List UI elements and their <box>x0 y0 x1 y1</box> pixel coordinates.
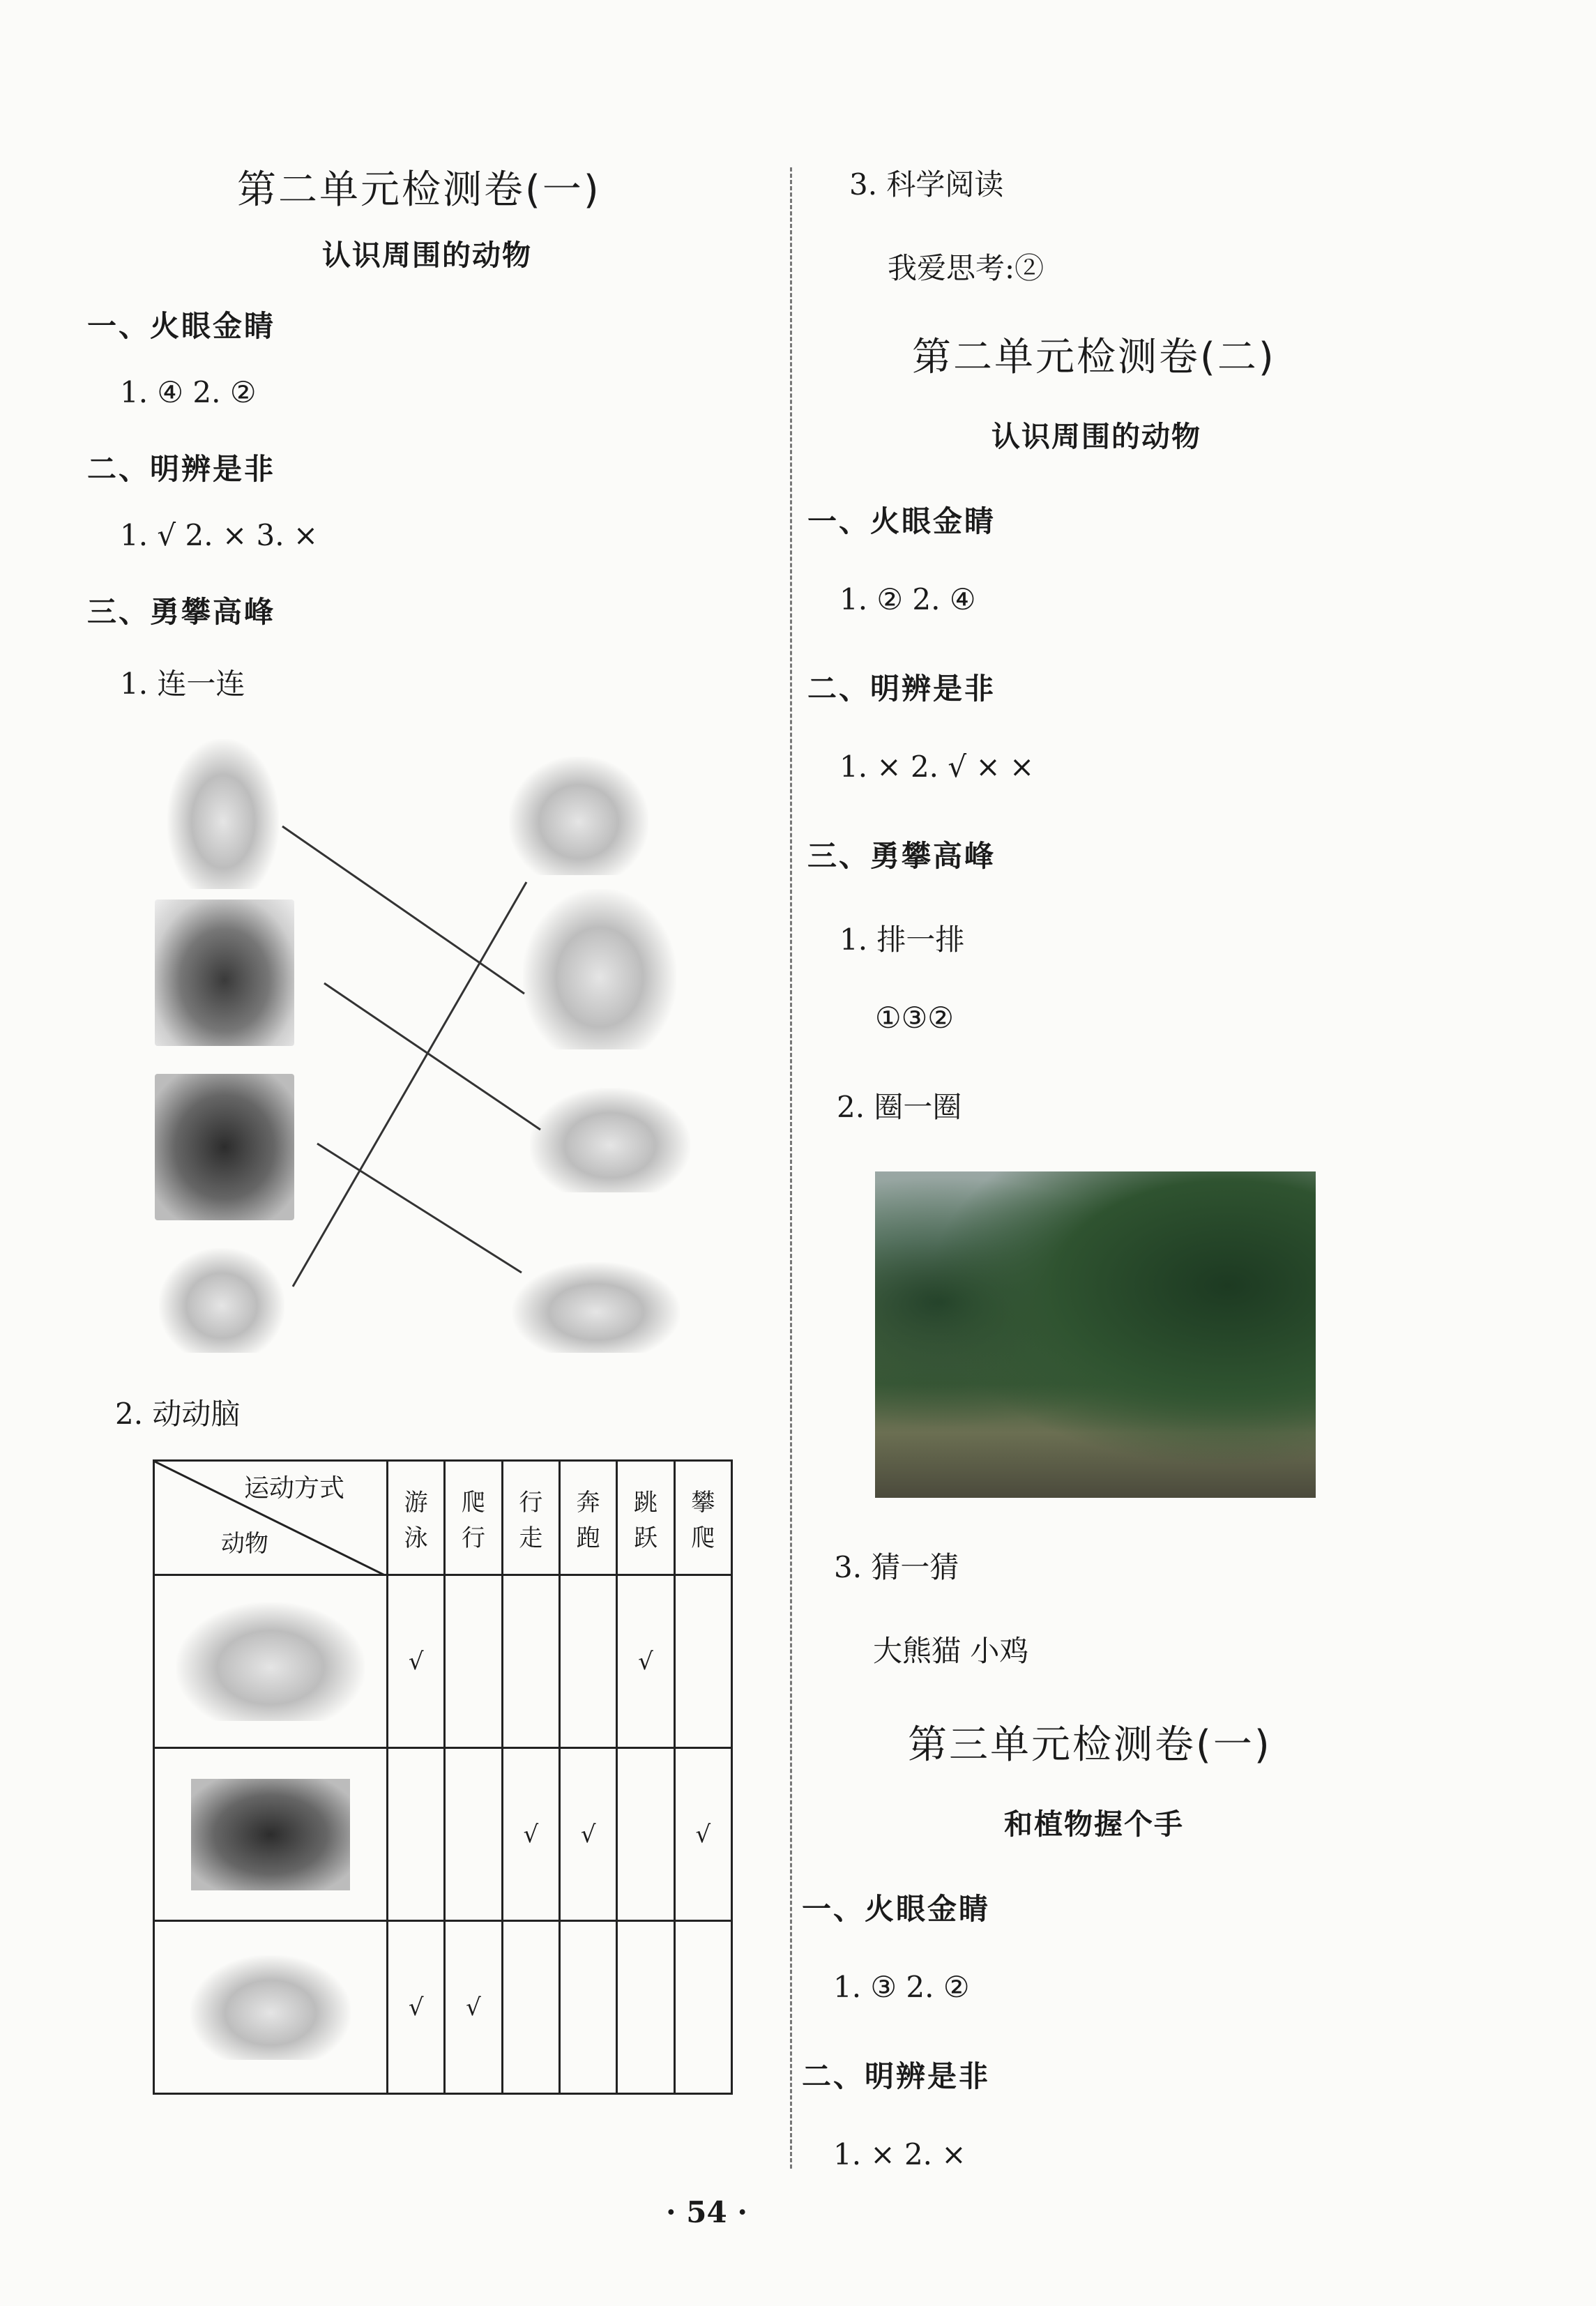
header-jump: 跳 跃 <box>617 1461 674 1575</box>
unit2a-s3-q2: 2. 动动脑 <box>115 1397 241 1431</box>
table-corner-cell <box>154 1461 388 1575</box>
unit2a-s2-answers: 1. √ 2. × 3. × <box>120 518 319 552</box>
tick-cell <box>445 1575 502 1748</box>
table-row <box>154 1575 732 1748</box>
unit2b-s1-heading: 一、火眼金睛 <box>807 504 996 538</box>
unit3a-s2-heading: 二、明辨是非 <box>802 2059 991 2093</box>
monkey-cell <box>154 1748 388 1921</box>
match-line-cat-fish <box>317 1144 522 1273</box>
tick-cell <box>674 1575 731 1748</box>
match-line-mantis-cricket <box>293 882 526 1287</box>
page-number: · 54 · <box>666 2195 747 2229</box>
tick-cell: √ <box>445 1921 502 2094</box>
unit2b-s2-answers: 1. × 2. √ × × <box>839 750 1035 784</box>
science-reading-label: 3. 科学阅读 <box>849 167 1004 202</box>
unit2a-s1-heading: 一、火眼金睛 <box>87 309 276 343</box>
tick-cell <box>559 1921 616 2094</box>
turtle-cell <box>154 1921 388 2094</box>
unit2a-s3-heading: 三、勇攀高峰 <box>87 595 276 629</box>
header-swim: 游 泳 <box>388 1461 445 1575</box>
unit3a-subtitle: 和植物握个手 <box>1004 1807 1184 1841</box>
unit3a-title: 第三单元检测卷(一) <box>908 1722 1272 1768</box>
unit3a-s1-answers: 1. ③ 2. ② <box>833 1970 970 2004</box>
unit2a-title: 第二单元检测卷(一) <box>237 167 601 213</box>
tick-cell <box>502 1575 559 1748</box>
unit2b-s3-q3: 3. 猜一猜 <box>834 1550 959 1584</box>
column-divider <box>790 167 792 2169</box>
turtle-image <box>190 1955 351 2060</box>
forest-scene-image <box>875 1171 1316 1498</box>
header-climb: 攀 爬 <box>674 1461 731 1575</box>
match-line-rabbit-carrot <box>282 826 524 994</box>
unit2b-s3-q1: 1. 排一排 <box>839 923 965 957</box>
unit2b-s1-answers: 1. ② 2. ④ <box>839 582 976 616</box>
unit2b-s3-q2: 2. 圈一圈 <box>837 1090 962 1124</box>
unit2b-title: 第二单元检测卷(二) <box>912 335 1276 380</box>
tick-cell <box>502 1921 559 2094</box>
header-run: 奔 跑 <box>559 1461 616 1575</box>
match-line-dog-bone <box>324 983 540 1130</box>
unit2b-s3-q3-answer: 大熊猫 小鸡 <box>873 1634 1029 1668</box>
unit2b-s2-heading: 二、明辨是非 <box>807 672 996 706</box>
science-reading-answer: 我爱思考:② <box>888 251 1044 285</box>
tick-cell <box>674 1921 731 2094</box>
unit3a-s2-answers: 1. × 2. × <box>833 2137 966 2171</box>
header-crawl: 爬 行 <box>445 1461 502 1575</box>
tick-cell: √ <box>388 1575 445 1748</box>
table-row <box>154 1921 732 2094</box>
tick-cell <box>388 1748 445 1921</box>
tick-cell: √ <box>388 1921 445 2094</box>
unit2b-s3-heading: 三、勇攀高峰 <box>807 839 996 873</box>
unit2b-s3-q1-answer: ①③② <box>875 1001 954 1035</box>
tick-cell: √ <box>502 1748 559 1921</box>
frog-cell <box>154 1575 388 1748</box>
unit3a-s1-heading: 一、火眼金睛 <box>802 1892 991 1926</box>
tick-cell <box>617 1748 674 1921</box>
header-walk: 行 走 <box>502 1461 559 1575</box>
frog-image <box>176 1602 365 1721</box>
tick-cell <box>617 1921 674 2094</box>
unit2b-subtitle: 认识周围的动物 <box>991 420 1201 453</box>
monkey-image <box>191 1779 350 1890</box>
table-row <box>154 1748 732 1921</box>
tick-cell: √ <box>617 1575 674 1748</box>
corner-bottom-label: 动物 <box>221 1530 268 1558</box>
unit2a-s2-heading: 二、明辨是非 <box>87 452 276 486</box>
tick-cell: √ <box>674 1748 731 1921</box>
corner-top-label: 运动方式 <box>244 1474 345 1503</box>
unit2a-subtitle: 认识周围的动物 <box>322 238 532 272</box>
movement-table <box>153 1459 733 2095</box>
tick-cell <box>559 1575 616 1748</box>
unit2a-s1-answers: 1. ④ 2. ② <box>120 375 257 409</box>
tick-cell: √ <box>559 1748 616 1921</box>
tick-cell <box>445 1748 502 1921</box>
unit2a-s3-q1: 1. 连一连 <box>120 667 245 701</box>
